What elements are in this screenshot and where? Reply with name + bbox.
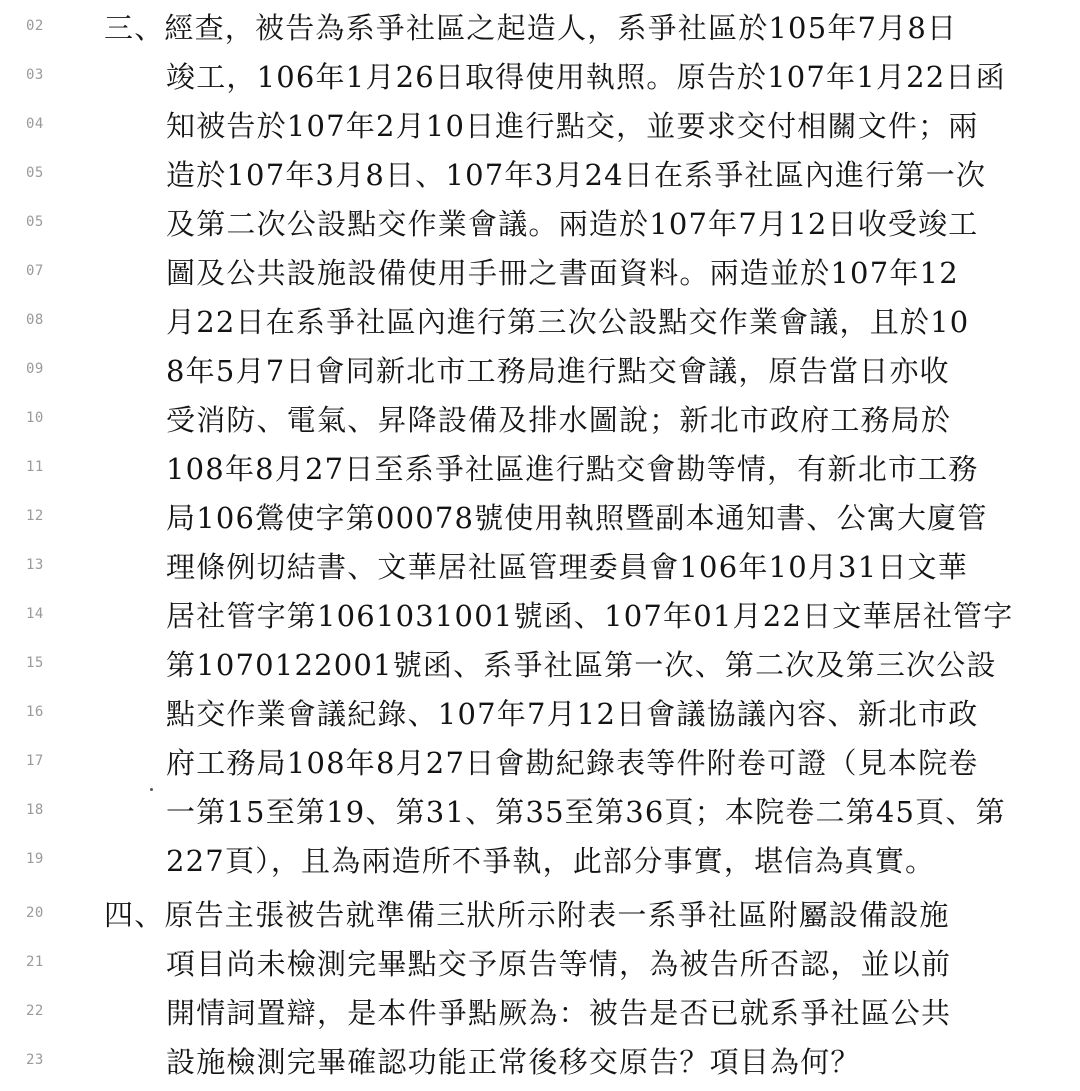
line-text: 月22日在系爭社區內進行第三次公設點交作業會議，且於10 — [166, 305, 970, 339]
line-text: 局106鶯使字第00078號使用執照暨副本通知書、公寓大廈管 — [166, 501, 988, 535]
line-number: 19 — [26, 851, 44, 867]
line-number: 21 — [26, 954, 44, 970]
line-number: 11 — [26, 459, 44, 475]
line-text: 開情詞置辯，是本件爭點厥為：被告是否已就系爭社區公共 — [166, 996, 952, 1030]
document-line — [0, 694, 1080, 743]
document-line — [0, 351, 1080, 400]
line-text: 227頁），且為兩造所不爭執，此部分事實，堪信為真實。 — [166, 844, 936, 878]
line-number: 05 — [26, 165, 44, 181]
line-text: 理條例切結書、文華居社區管理委員會106年10月31日文華 — [166, 550, 968, 584]
line-number: 08 — [26, 312, 44, 328]
line-number: 14 — [26, 606, 44, 622]
scan-speck — [150, 788, 153, 791]
line-text: 第1070122001號函、系爭社區第一次、第二次及第三次公設 — [166, 648, 997, 682]
line-number: 02 — [26, 18, 44, 34]
document-line — [0, 155, 1080, 204]
line-number: 05 — [26, 214, 44, 230]
document-line — [0, 106, 1080, 155]
line-number: 23 — [26, 1052, 44, 1068]
line-text: 設施檢測完畢確認功能正常後移交原告？項目為何？ — [166, 1045, 861, 1079]
line-text: 府工務局108年8月27日會勘紀錄表等件附卷可證（見本院卷 — [166, 746, 979, 780]
line-text: 圖及公共設施設備使用手冊之書面資料。兩造並於107年12 — [166, 256, 959, 290]
line-number: 04 — [26, 116, 44, 132]
document-line — [0, 253, 1080, 302]
line-number: 17 — [26, 753, 44, 769]
document-line — [0, 1042, 1080, 1091]
line-text: 及第二次公設點交作業會議。兩造於107年7月12日收受竣工 — [166, 207, 979, 241]
line-number: 07 — [26, 263, 44, 279]
line-number: 13 — [26, 557, 44, 573]
document-line — [0, 204, 1080, 253]
line-text: 點交作業會議紀錄、107年7月12日會議協議內容、新北市政 — [166, 697, 979, 731]
line-number: 20 — [26, 905, 44, 921]
line-number: 09 — [26, 361, 44, 377]
document-line — [0, 302, 1080, 351]
document-line — [0, 792, 1080, 841]
line-text: 四、原告主張被告就準備三狀所示附表一系爭社區附屬設備設施 — [104, 898, 950, 932]
line-text: 一第15至第19、第31、第35至第36頁；本院卷二第45頁、第 — [166, 795, 1006, 829]
line-number: 15 — [26, 655, 44, 671]
document-line — [0, 645, 1080, 694]
document-line — [0, 993, 1080, 1042]
line-text: 108年8月27日至系爭社區進行點交會勘等情，有新北市工務 — [166, 452, 979, 486]
document-line — [0, 944, 1080, 993]
line-text: 居社管字第1061031001號函、107年01月22日文華居社管字 — [166, 599, 1014, 633]
line-text: 知被告於107年2月10日進行點交，並要求交付相關文件；兩 — [166, 109, 979, 143]
line-number: 16 — [26, 704, 44, 720]
line-text: 8年5月7日會同新北市工務局進行點交會議，原告當日亦收 — [166, 354, 950, 388]
document-line — [0, 449, 1080, 498]
line-text: 項目尚未檢測完畢點交予原告等情，為被告所否認，並以前 — [166, 947, 952, 981]
line-number: 10 — [26, 410, 44, 426]
document-line — [0, 841, 1080, 890]
document-line — [0, 8, 1080, 57]
line-number: 18 — [26, 802, 44, 818]
document-line — [0, 743, 1080, 792]
document-line — [0, 498, 1080, 547]
document-line — [0, 57, 1080, 106]
line-text: 三、經查，被告為系爭社區之起造人，系爭社區於105年7月8日 — [104, 11, 958, 45]
document-line — [0, 547, 1080, 596]
line-number: 03 — [26, 67, 44, 83]
line-text: 受消防、電氣、昇降設備及排水圖說；新北市政府工務局於 — [166, 403, 952, 437]
document-line — [0, 596, 1080, 645]
line-text: 竣工，106年1月26日取得使用執照。原告於107年1月22日函 — [166, 60, 1006, 94]
line-text: 造於107年3月8日、107年3月24日在系爭社區內進行第一次 — [166, 158, 987, 192]
line-number: 12 — [26, 508, 44, 524]
line-number: 22 — [26, 1003, 44, 1019]
document-line — [0, 895, 1080, 944]
document-line — [0, 400, 1080, 449]
